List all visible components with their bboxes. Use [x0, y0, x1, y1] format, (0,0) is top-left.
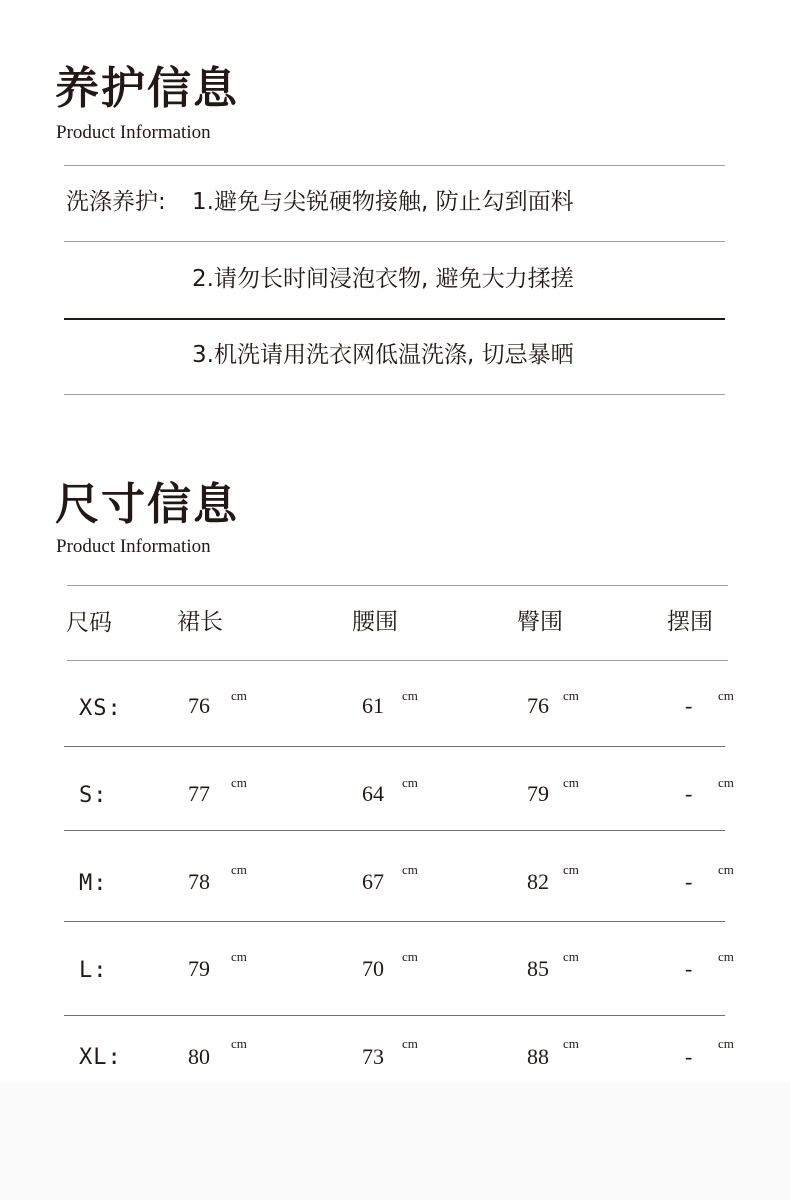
size-table-divider-header — [67, 660, 728, 661]
row-label: S: — [79, 783, 108, 808]
care-label: 洗涤养护: — [66, 189, 166, 215]
cell-hip: 82 — [527, 869, 549, 894]
unit-label: cm — [718, 775, 734, 790]
care-item-2: 2.请勿长时间浸泡衣物, 避免大力揉搓 — [192, 266, 574, 292]
cell-waist: 64 — [362, 781, 384, 806]
unit-label: cm — [402, 1036, 418, 1051]
care-divider-2 — [64, 318, 725, 320]
care-item-3: 3.机洗请用洗衣网低温洗涤, 切忌暴晒 — [192, 342, 574, 368]
cell-length: 78 — [188, 869, 210, 894]
cell-hem: - — [685, 693, 693, 718]
row-label: M: — [79, 871, 108, 896]
care-divider-1 — [64, 241, 725, 242]
size-header-hip: 臀围 — [517, 609, 563, 635]
size-table-divider — [64, 830, 725, 831]
cell-waist: 61 — [362, 693, 384, 718]
care-item-1: 1.避免与尖锐硬物接触, 防止勾到面料 — [192, 189, 574, 215]
unit-label: cm — [402, 862, 418, 877]
unit-label: cm — [402, 775, 418, 790]
care-divider-top — [64, 165, 725, 166]
care-subtitle: Product Information — [56, 122, 211, 143]
size-header-hem: 摆围 — [667, 609, 713, 635]
size-table-divider — [64, 746, 725, 747]
size-header-waist: 腰围 — [352, 609, 398, 635]
unit-label: cm — [563, 775, 579, 790]
cell-waist: 70 — [362, 956, 384, 981]
unit-label: cm — [563, 949, 579, 964]
cell-hip: 76 — [527, 693, 549, 718]
cell-hip: 88 — [527, 1044, 549, 1069]
row-label: XL: — [79, 1045, 122, 1070]
unit-label: cm — [718, 862, 734, 877]
size-table-divider-top — [67, 585, 728, 586]
size-header-length: 裙长 — [177, 609, 223, 635]
unit-label: cm — [718, 949, 734, 964]
cell-hip: 85 — [527, 956, 549, 981]
cell-length: 80 — [188, 1044, 210, 1069]
unit-label: cm — [402, 949, 418, 964]
cell-hem: - — [685, 781, 693, 806]
unit-label: cm — [718, 688, 734, 703]
row-label: L: — [79, 958, 108, 983]
unit-label: cm — [231, 949, 247, 964]
care-title: 养护信息 — [55, 63, 239, 114]
cell-hem: - — [685, 869, 693, 894]
cell-length: 79 — [188, 956, 210, 981]
cell-hem: - — [685, 956, 693, 981]
size-title: 尺寸信息 — [55, 479, 239, 530]
unit-label: cm — [231, 775, 247, 790]
size-table-divider — [64, 921, 725, 922]
row-label: XS: — [79, 696, 122, 721]
cell-hem: - — [685, 1044, 693, 1069]
unit-label: cm — [231, 1036, 247, 1051]
unit-label: cm — [563, 862, 579, 877]
cell-waist: 67 — [362, 869, 384, 894]
unit-label: cm — [402, 688, 418, 703]
unit-label: cm — [563, 1036, 579, 1051]
bottom-blank-area — [0, 1082, 790, 1200]
care-divider-bottom — [64, 394, 725, 395]
cell-length: 77 — [188, 781, 210, 806]
cell-waist: 73 — [362, 1044, 384, 1069]
cell-length: 76 — [188, 693, 210, 718]
unit-label: cm — [231, 862, 247, 877]
size-subtitle: Product Information — [56, 536, 211, 557]
unit-label: cm — [718, 1036, 734, 1051]
size-header-size: 尺码 — [66, 610, 112, 636]
unit-label: cm — [563, 688, 579, 703]
cell-hip: 79 — [527, 781, 549, 806]
size-table-divider — [64, 1015, 725, 1016]
unit-label: cm — [231, 688, 247, 703]
